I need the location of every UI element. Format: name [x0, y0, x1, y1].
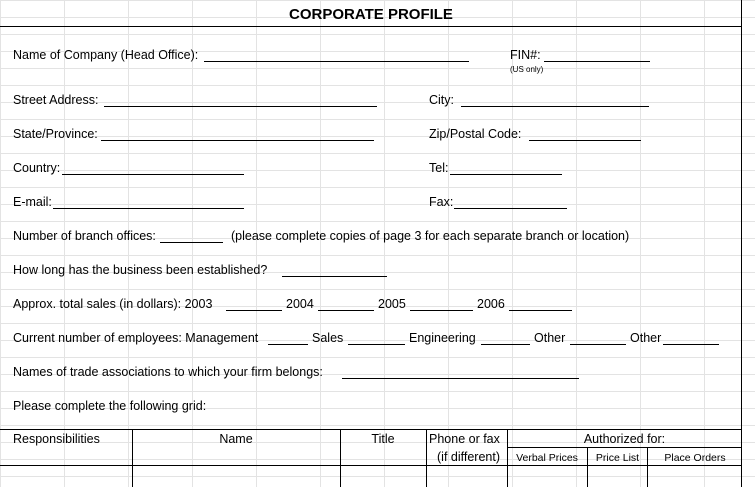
title-divider: [0, 26, 742, 27]
employees-other2-field[interactable]: [663, 344, 719, 345]
sales-2005-label: 2005: [378, 297, 406, 311]
grid-top-border: [0, 429, 742, 430]
employees-other2-label: Other: [630, 331, 662, 345]
zip-field[interactable]: [529, 140, 641, 141]
sales-2006-field[interactable]: [509, 310, 572, 311]
city-field[interactable]: [461, 106, 649, 107]
grid-col-divider-3: [426, 429, 427, 487]
sales-2004-label: 2004: [286, 297, 314, 311]
employees-sales-label: Sales: [312, 331, 344, 345]
sales-2005-field[interactable]: [410, 310, 473, 311]
sales-2006-label: 2006: [477, 297, 505, 311]
fin-field[interactable]: [544, 61, 650, 62]
form-right-border: [741, 0, 742, 487]
trade-associations-label: Names of trade associations to which your firm belongs:: [13, 365, 323, 379]
tel-field[interactable]: [450, 174, 562, 175]
grid-header-if-different: (if different): [437, 450, 500, 464]
grid-header-verbal-prices: Verbal Prices: [516, 452, 578, 464]
branch-offices-label: Number of branch offices:: [13, 229, 156, 243]
trade-associations-field[interactable]: [342, 378, 579, 379]
grid-header-name: Name: [219, 432, 253, 446]
street-address-field[interactable]: [104, 106, 377, 107]
employees-engineering-label: Engineering: [409, 331, 476, 345]
grid-instruction: Please complete the following grid:: [13, 399, 207, 413]
company-name-label: Name of Company (Head Office):: [13, 48, 199, 62]
country-field[interactable]: [62, 174, 244, 175]
country-label: Country:: [13, 161, 61, 175]
email-field[interactable]: [53, 208, 244, 209]
sales-2004-field[interactable]: [318, 310, 374, 311]
grid-header-bottom-border: [0, 465, 742, 466]
employees-management-field[interactable]: [268, 344, 308, 345]
employees-other1-label: Other: [534, 331, 566, 345]
tel-label: Tel:: [429, 161, 449, 175]
grid-header-title: Title: [371, 432, 395, 446]
fax-label: Fax:: [429, 195, 454, 209]
branch-offices-note: (please complete copies of page 3 for each separate branch or location): [231, 229, 630, 243]
employees-label: Current number of employees: Management: [13, 331, 259, 345]
grid-header-phone-fax: Phone or fax: [429, 432, 500, 446]
grid-header-authorized-for: Authorized for:: [583, 432, 666, 446]
grid-authorized-divider: [507, 447, 742, 448]
state-province-label: State/Province:: [13, 127, 98, 141]
grid-header-responsibilities: Responsibilities: [13, 432, 100, 446]
sales-label: Approx. total sales (in dollars): 2003: [13, 297, 213, 311]
grid-header-place-orders: Place Orders: [664, 452, 726, 464]
zip-label: Zip/Postal Code:: [429, 127, 522, 141]
fax-field[interactable]: [454, 208, 567, 209]
street-address-label: Street Address:: [13, 93, 99, 107]
company-name-field[interactable]: [204, 61, 469, 62]
email-label: E-mail:: [13, 195, 52, 209]
business-age-label: How long has the business been established?: [13, 263, 268, 277]
page-title: CORPORATE PROFILE: [289, 6, 453, 23]
employees-engineering-field[interactable]: [481, 344, 530, 345]
grid-header-price-list: Price List: [595, 452, 640, 464]
employees-other1-field[interactable]: [570, 344, 626, 345]
fin-note: (US only): [510, 65, 544, 74]
branch-offices-field[interactable]: [160, 242, 223, 243]
sales-2003-field[interactable]: [226, 310, 282, 311]
fin-label: FIN#:: [510, 48, 541, 62]
state-province-field[interactable]: [101, 140, 374, 141]
employees-sales-field[interactable]: [348, 344, 405, 345]
city-label: City:: [429, 93, 454, 107]
business-age-field[interactable]: [282, 276, 387, 277]
